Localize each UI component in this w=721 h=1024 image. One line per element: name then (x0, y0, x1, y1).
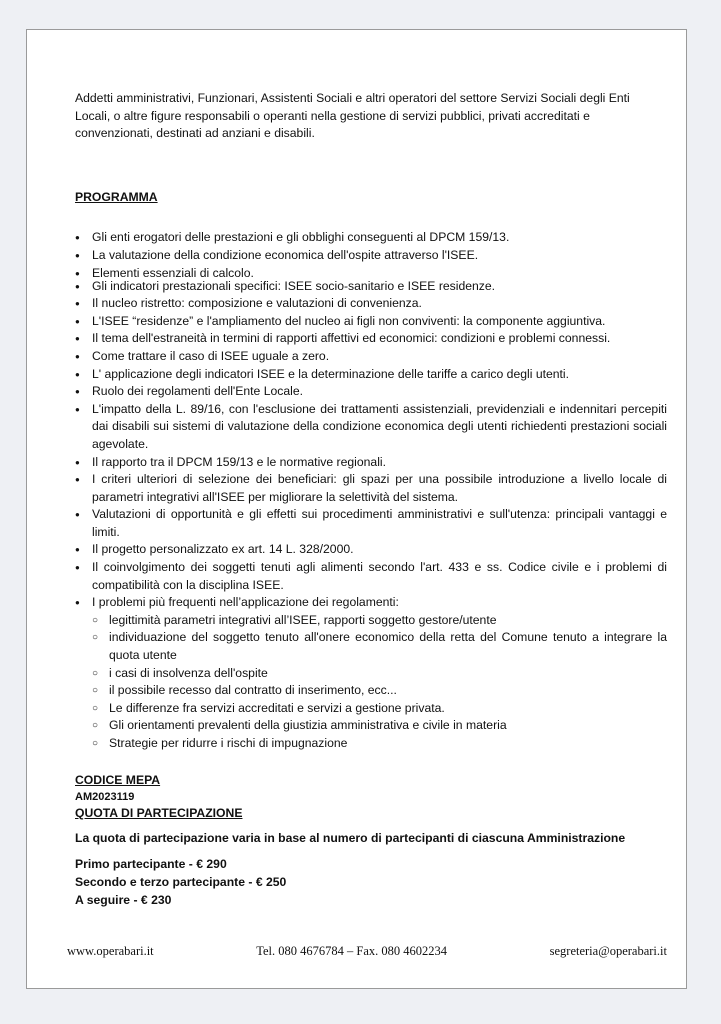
program-subitem: ○ i casi di insolvenza dell'ospite (92, 665, 667, 683)
program-item: ● Il nucleo ristretto: composizione e valutazioni di convenienza. (75, 295, 667, 313)
program-subitem: ○ individuazione del soggetto tenuto all'onere economico della retta del Comune tenuto a integrare la quota utente (92, 629, 667, 664)
program-item: ● L' applicazione degli indicatori ISEE e la determinazione delle tariffe a carico degli utenti. (75, 366, 667, 384)
footer-contacts: Tel. 080 4676784 – Fax. 080 4602234 (256, 944, 448, 958)
price-second-third: Secondo e terzo partecipante - € 250 (75, 874, 287, 889)
program-item: ● Valutazioni di opportunità e gli effetti sui procedimenti amministrativi e sull'utenza: principali vantaggi e limiti. (75, 506, 667, 541)
program-subitem: ○ Strategie per ridurre i rischi di impugnazione (92, 735, 667, 753)
page-content (75, 90, 667, 909)
quota-description: La quota di partecipazione varia in base al numero di partecipanti di ciascuna Amministrazione (75, 830, 626, 845)
program-sublist (92, 612, 667, 753)
footer-website: www.operabari.it (67, 944, 154, 958)
footer-email: segreteria@operabari.it (549, 944, 667, 958)
program-subitem: ○ il possibile recesso dal contratto di inserimento, ecc... (92, 682, 667, 700)
page-footer (67, 944, 667, 959)
quota-title: QUOTA DI PARTECIPAZIONE (75, 806, 243, 821)
program-item: ● Gli enti erogatori delle prestazioni e gli obblighi conseguenti al DPCM 159/13. (75, 229, 667, 247)
program-item: ● Il progetto personalizzato ex art. 14 L. 328/2000. (75, 541, 667, 559)
program-item: ● Il rapporto tra il DPCM 159/13 e le normative regionali. (75, 454, 667, 472)
program-title: PROGRAMMA (75, 189, 158, 204)
mepa-code: AM2023119 (75, 791, 135, 804)
program-subitem: ○ Le differenze fra servizi accreditati e servizi a gestione privata. (92, 700, 667, 718)
program-item: ● I criteri ulteriori di selezione dei beneficiari: gli spazi per una possibile introduzione a livello locale di parametri integrativi all'ISEE per migliorare la selettività del sistema. (75, 471, 667, 506)
program-item: ● Gli indicatori prestazionali specifici: ISEE socio-sanitario e ISEE residenze. (75, 278, 667, 296)
price-first: Primo partecipante - € 290 (75, 857, 227, 872)
program-item: ● Come trattare il caso di ISEE uguale a zero. (75, 348, 667, 366)
mepa-title: CODICE MEPA (75, 772, 161, 787)
program-item: ● L'ISEE “residenze” e l'ampliamento del nucleo ai figli non conviventi: la componente aggiuntiva. (75, 313, 667, 331)
program-subitem: ○ legittimità parametri integrativi all’ISEE, rapporti soggetto gestore/utente (92, 612, 667, 630)
program-item: ● Elementi essenziali di calcolo. (75, 265, 667, 278)
program-item: ● Il coinvolgimento dei soggetti tenuti agli alimenti secondo l'art. 433 e ss. Codice civile e i problemi di compatibilità con la disciplina ISEE. (75, 559, 667, 594)
program-item: ● Ruolo dei regolamenti dell'Ente Locale. (75, 383, 667, 401)
price-list (75, 856, 667, 909)
program-subitem: ○ Gli orientamenti prevalenti della giustizia amministrativa e civile in materia (92, 717, 667, 735)
intro-paragraph: Addetti amministrativi, Funzionari, Assistenti Sociali e altri operatori del settore Servizi Sociali degli Enti Locali, o altre figure responsabili o operanti nella gestione di servizi pubblici, privati accreditati e convenzionati, destinati ad anziani e disabili. (75, 91, 630, 141)
program-item-with-subitems (75, 594, 667, 752)
program-item: ● La valutazione della condizione economica dell'ospite attraverso l'ISEE. (75, 247, 667, 265)
program-item: ● Il tema dell'estraneità in termini di rapporti affettivi ed economici: condizioni e problemi connessi. (75, 330, 667, 348)
price-following: A seguire - € 230 (75, 892, 172, 907)
program-list (75, 229, 667, 752)
program-item: ● L'impatto della L. 89/16, con l'esclusione dei trattamenti assistenziali, previdenziali e indennitari percepiti dai disabili sui sistemi di valutazione della condizione economica degli utenti richiedenti prestazioni sociali agevolate. (75, 401, 667, 454)
program-item-label: I problemi più frequenti nell’applicazione dei regolamenti: (92, 595, 399, 610)
document-page (26, 29, 687, 989)
mepa-section (75, 772, 667, 910)
